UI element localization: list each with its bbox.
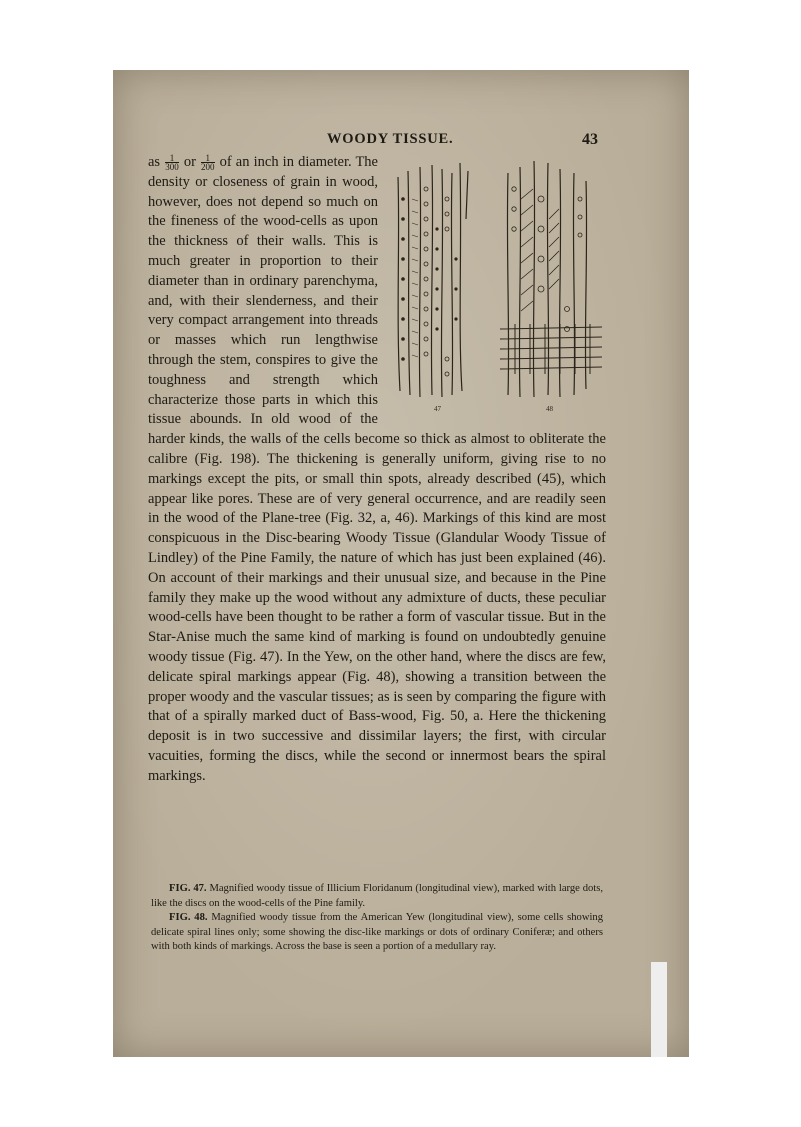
- figure-48-drawing: [500, 161, 602, 397]
- scanned-page: [113, 70, 689, 1057]
- fraction-2-numerator: 1: [201, 154, 215, 163]
- caption-47-text: Magnified woody tissue of Illicium Floridanum (longitudinal view), marked with large dots, like the discs on the wood-cells of the Pine family.: [151, 883, 604, 909]
- caption-48-text: Magnified woody tissue from the American Yew (longitudinal view), some cells showing delicate spiral lines only; some showing the disc-like markings or dots of ordinary Coniferæ; and others with both kinds of markings. Across the base is seen a portion of a medullary ray.: [151, 912, 604, 952]
- page-number: 43: [582, 131, 598, 148]
- word-as: as: [148, 154, 161, 170]
- word-or: or: [183, 154, 196, 170]
- caption-48-number: FIG. 48.: [169, 912, 208, 923]
- figure-captions: [151, 882, 603, 955]
- woody-tissue-illustration: [390, 159, 606, 415]
- caption-fig-47: [151, 882, 603, 911]
- scan-edge-mark: [651, 962, 667, 1057]
- figure-48-label: 48: [546, 405, 553, 413]
- running-title: WOODY TISSUE.: [327, 131, 454, 147]
- fraction-2-denominator: 200: [201, 162, 215, 172]
- figure-47-drawing: [398, 163, 468, 397]
- body-text: [148, 153, 606, 787]
- caption-fig-48: [151, 911, 603, 955]
- fraction-one-two-hundredth: [201, 154, 215, 171]
- paragraph-text: of an inch in diameter. The density or closeness of grain in wood, however, does not depend so much on the fineness of the wood-cells as upon the thickness of their walls. This is much greater in proportion to their diameter than in ordinary parenchyma, and, with their slenderness, and their very compact arrangement into threads or masses which run lengthwise through the stem, conspires to give the toughness and strength which characterize those parts in which this tissue abounds. In old wood of the harder kinds, the walls of the cells become so thick as almost to obliterate the calibre (Fig. 198). The thickening is generally uniform, giving rise to no markings except the pits, or small thin spots, already described (45), which appear like pores. These are of very general occurrence, and are readily seen in the wood of the Plane-tree (Fig. 32, a, 46). Markings of this kind are most conspicuous in the Disc-bearing Woody Tissue (Glandular Woody Tissue of Lindley) of the Pine Family, the nature of which has just been explained (46). On account of their markings and their unusual size, and because in the Pine family they make up the wood without any admixture of ducts, these peculiar wood-cells have been thought to be rather a form of vascular tissue. But in the Star-Anise much the same kind of marking is found on undoubtedly genuine woody tissue (Fig. 47). In the Yew, on the other hand, where the discs are few, delicate spiral markings appear (Fig. 48), showing a transition between the proper woody and the vascular tissues; as is seen by comparing the figure with that of a spirally marked duct of Bass-wood, Fig. 50, a. Here the thickening deposit is in two successive and dissimilar layers; the first, with circular vacuities, forming the discs, while the second or innermost bears the spiral markings.: [148, 154, 606, 784]
- fraction-one-three-hundredth: [165, 154, 179, 171]
- figures-47-48: [390, 159, 606, 415]
- fraction-1-denominator: 300: [165, 162, 179, 172]
- caption-47-number: FIG. 47.: [169, 883, 207, 894]
- figure-47-label: 47: [434, 405, 441, 413]
- fraction-1-numerator: 1: [165, 154, 179, 163]
- running-header: [113, 131, 689, 151]
